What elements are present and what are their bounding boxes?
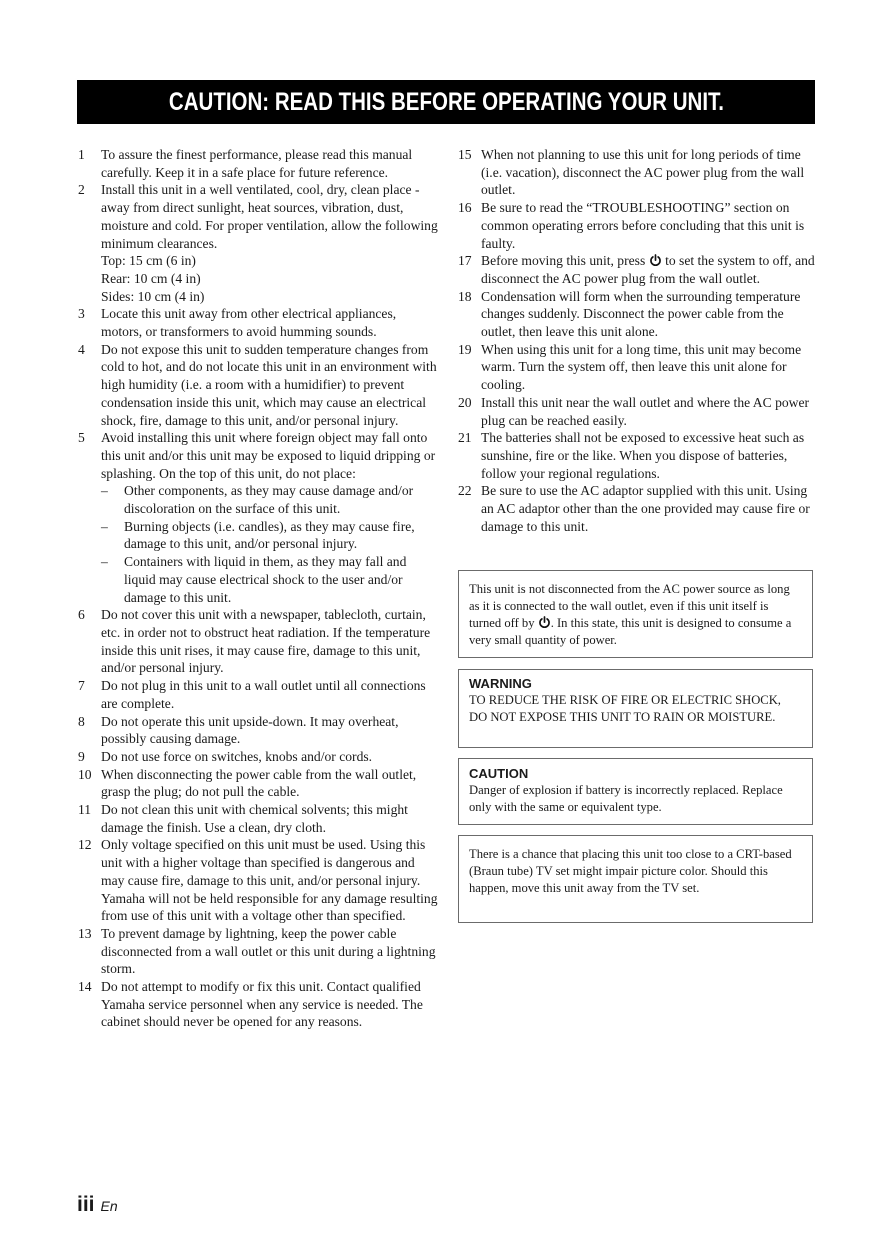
item-number: 20 xyxy=(458,394,472,410)
item-text: Install this unit in a well ventilated, cool, dry, clean place - away from direct sunlight, heat sources, vibration, dust, moisture and cold. For proper ventilation, allow the following minimum clearances. xyxy=(101,182,438,251)
list-item xyxy=(458,429,816,482)
language-label: En xyxy=(100,1198,118,1214)
sub-item-text: Containers with liquid in them, as they may fall and liquid may cause electrical shock to the user and/or damage to this unit. xyxy=(124,554,407,605)
item-number: 17 xyxy=(458,253,472,269)
list-item xyxy=(458,252,816,287)
item-number: 16 xyxy=(458,200,472,216)
page-footer xyxy=(77,1193,118,1217)
list-item xyxy=(78,181,438,305)
header-banner xyxy=(77,80,815,124)
item-text: Be sure to use the AC adaptor supplied with this unit. Using an AC adaptor other than the one provided may cause fire or damage to this unit. xyxy=(481,483,810,534)
standby-notice-box xyxy=(458,570,813,658)
item-number: 19 xyxy=(458,341,472,357)
item-text: To prevent damage by lightning, keep the power cable disconnected from a wall outlet or this unit during a lightning storm. xyxy=(101,925,436,977)
list-item xyxy=(458,341,816,394)
sub-item-text: Other components, as they may cause damage and/or discoloration on the surface of this unit. xyxy=(124,483,414,517)
sub-item xyxy=(101,482,438,517)
dash-bullet: – xyxy=(101,554,108,570)
page-title: CAUTION: READ THIS BEFORE OPERATING YOUR UNIT. xyxy=(168,87,724,116)
list-item xyxy=(78,801,438,836)
clearance-top: Top: 15 cm (6 in) xyxy=(101,253,196,269)
item-number: 10 xyxy=(78,766,92,782)
list-item xyxy=(78,713,438,748)
item-number: 18 xyxy=(458,288,472,304)
caution-title: CAUTION xyxy=(469,766,529,781)
instructions-left-column xyxy=(78,146,438,1031)
item-text: Do not clean this unit with chemical solvents; this might damage the finish. Use a clean, dry cloth. xyxy=(101,802,408,835)
item-number: 22 xyxy=(458,483,472,499)
list-item xyxy=(78,429,438,606)
item-text-before-icon: Before moving this unit, press xyxy=(481,253,646,269)
item-text: Do not use force on switches, knobs and/or cords. xyxy=(101,748,373,764)
item-text: When disconnecting the power cable from the wall outlet, grasp the plug; do not pull the cable. xyxy=(101,766,417,800)
crt-notice-text: There is a chance that placing this unit too close to a CRT-based (Braun tube) TV set might impair picture color. Should this happen, move this unit away from the TV set. xyxy=(469,847,792,895)
sub-item xyxy=(101,518,438,553)
list-item xyxy=(78,341,438,430)
item-number: 4 xyxy=(78,341,85,357)
warning-text: TO REDUCE THE RISK OF FIRE OR ELECTRIC SHOCK, DO NOT EXPOSE THIS UNIT TO RAIN OR MOISTURE. xyxy=(469,693,781,724)
power-standby-icon xyxy=(538,616,551,629)
item-text: Only voltage specified on this unit must be used. Using this unit with a higher voltage than specified is dangerous and may cause fire, damage to this unit, and/or personal injury. Yamaha will not be held responsible for any damage resulting from use of this unit with a voltage other than specified. xyxy=(101,837,438,924)
notice-text-after-icon: . In this state, this unit is designed to consume a very small quantity of power. xyxy=(469,616,792,647)
list-item xyxy=(458,482,816,535)
item-number: 21 xyxy=(458,430,472,446)
item-text: When not planning to use this unit for long periods of time (i.e. vacation), disconnect the AC power plug from the wall outlet. xyxy=(481,147,805,198)
item-number: 8 xyxy=(78,713,85,729)
dash-bullet: – xyxy=(101,483,108,499)
list-item xyxy=(458,199,816,252)
list-item xyxy=(458,394,816,429)
dash-bullet: – xyxy=(101,518,108,534)
list-item xyxy=(78,146,438,181)
item-number: 14 xyxy=(78,979,92,995)
item-text: Condensation will form when the surrounding temperature changes suddenly. Disconnect the power cable from the outlet, then leave this unit alone. xyxy=(481,288,801,340)
item-number: 5 xyxy=(78,430,85,446)
sub-item xyxy=(101,553,438,606)
caution-box xyxy=(458,758,813,825)
list-item xyxy=(458,146,816,199)
list-item xyxy=(78,978,438,1031)
item-text: Do not expose this unit to sudden temperature changes from cold to hot, and do not locate this unit in an environment with high humidity (i.e. a room with a humidifier) to prevent condensation inside this unit, which may cause an electrical shock, fire, damage to this unit, and/or personal injury. xyxy=(101,341,437,428)
list-item xyxy=(78,836,438,925)
item-number: 13 xyxy=(78,925,92,941)
item-number: 3 xyxy=(78,306,85,322)
warning-title: WARNING xyxy=(469,676,532,691)
item-number: 7 xyxy=(78,678,85,694)
item-number: 6 xyxy=(78,607,85,623)
list-item xyxy=(78,305,438,340)
list-item xyxy=(458,288,816,341)
item-number: 15 xyxy=(458,147,472,162)
clearance-sides: Sides: 10 cm (4 in) xyxy=(101,288,205,304)
item-text: The batteries shall not be exposed to excessive heat such as sunshine, fire or the like. When you dispose of batteries, follow your regional regulations. xyxy=(481,430,805,481)
item-text: Do not attempt to modify or fix this unit. Contact qualified Yamaha service personnel when any service is needed. The cabinet should never be opened for any reasons. xyxy=(101,979,423,1030)
page-number: iii xyxy=(77,1193,95,1216)
list-item xyxy=(78,766,438,801)
item-number: 2 xyxy=(78,182,85,198)
item-text: Do not operate this unit upside-down. It may overheat, possibly causing damage. xyxy=(101,713,399,747)
list-item xyxy=(78,748,438,766)
item-number: 12 xyxy=(78,837,92,853)
item-text: Install this unit near the wall outlet and where the AC power plug can be reached easily. xyxy=(481,394,810,428)
item-number: 11 xyxy=(78,802,92,818)
item-text: To assure the finest performance, please read this manual carefully. Keep it in a safe place for future reference. xyxy=(101,147,413,180)
item-text: Avoid installing this unit where foreign object may fall onto this unit and/or this unit may be exposed to liquid dripping or splashing. On the top of this unit, do not place: xyxy=(101,430,436,481)
list-item xyxy=(78,925,438,978)
instructions-right-column xyxy=(458,146,816,535)
sub-item-text: Burning objects (i.e. candles), as they may cause fire, damage to this unit, and/or personal injury. xyxy=(124,518,415,552)
item-number: 9 xyxy=(78,748,85,764)
item-text: When using this unit for a long time, this unit may become warm. Turn the system off, then leave this unit alone for cooling. xyxy=(481,341,802,393)
list-item xyxy=(78,606,438,677)
clearance-rear: Rear: 10 cm (4 in) xyxy=(101,270,201,286)
item-text: Be sure to read the “TROUBLESHOOTING” section on common operating errors before concluding that this unit is faulty. xyxy=(481,200,805,251)
warning-box xyxy=(458,669,813,748)
crt-notice-box xyxy=(458,835,813,923)
item-text: Locate this unit away from other electrical appliances, motors, or transformers to avoid humming sounds. xyxy=(101,306,397,340)
caution-text: Danger of explosion if battery is incorrectly replaced. Replace only with the same or equivalent type. xyxy=(469,783,783,814)
item-text-after-icon: to set the system to off, and disconnect the AC power plug from the wall outlet. xyxy=(481,253,815,286)
power-standby-icon xyxy=(649,254,662,267)
item-number: 1 xyxy=(78,147,85,162)
notice-text-before-icon: This unit is not disconnected from the AC power source as long as it is connected to the wall outlet, even if this unit itself is turned off by xyxy=(469,582,790,630)
list-item xyxy=(78,677,438,712)
item-text: Do not cover this unit with a newspaper, tablecloth, curtain, etc. in order not to obstruct heat radiation. If the temperature inside this unit rises, it may cause fire, damage to this unit, and/or personal injury. xyxy=(101,607,431,676)
item-text: Do not plug in this unit to a wall outlet until all connections are complete. xyxy=(101,678,426,711)
